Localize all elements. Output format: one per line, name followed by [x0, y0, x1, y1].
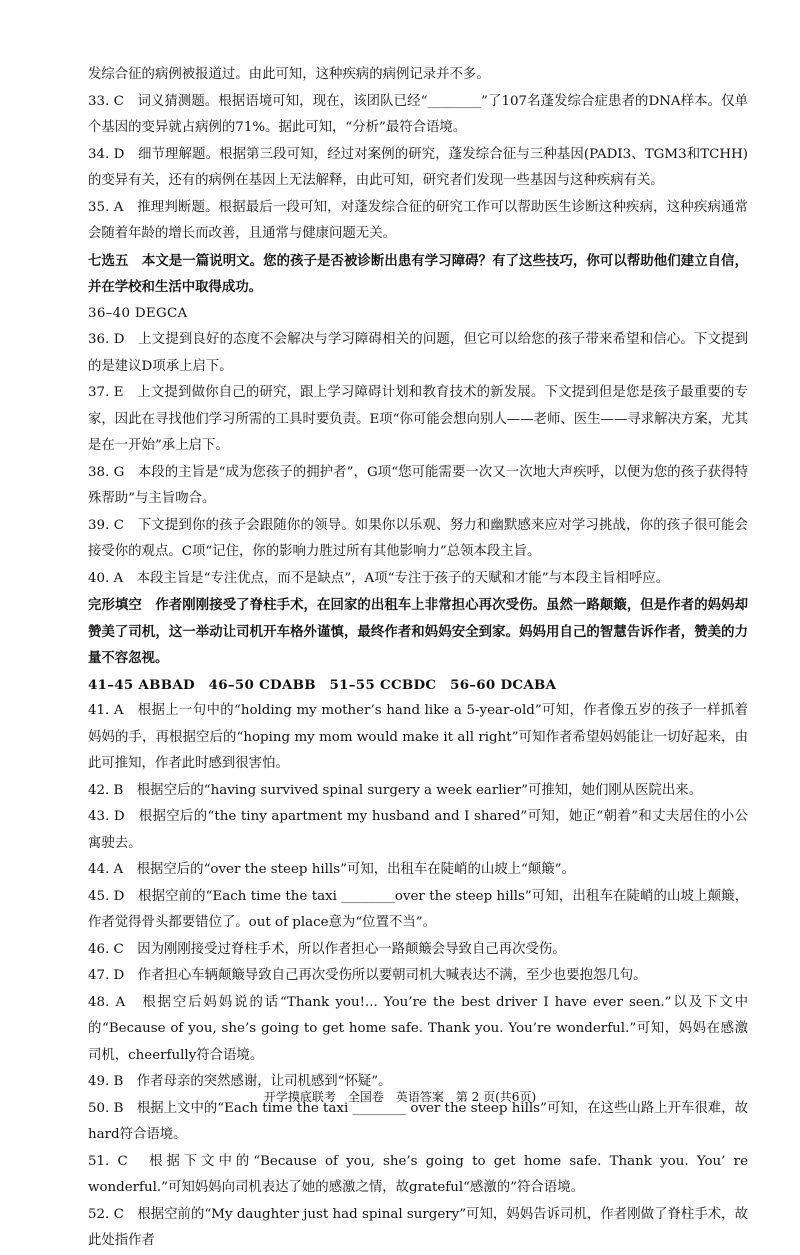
answer-33: 33. C 词义猜测题。根据语境可知，现在，该团队已经“________”了107名蓬发综合症患者的DNA样本。仅单个基因的变异就占病例的71%。据此可知，“分析”最符合语境。 [88, 93, 748, 135]
answer-46: 46. C 因为刚刚接受过脊柱手术，所以作者担心一路颠簸会导致自己再次受伤。 [88, 941, 566, 957]
answer-49: 49. B 作者母亲的突然感谢，让司机感到“怀疑”。 [88, 1074, 392, 1089]
answer-44: 44. A 根据空后的“over the steep hills”可知，出租车在陡峭的山坡上“颠簸”。 [88, 862, 575, 877]
answer-key-41-60: 41–45 ABBAD 46–50 CDABB 51–55 CCBDC 56–60 DCABA [88, 676, 557, 693]
answer-48: 48. A 根据空后妈妈说的话“Thank you!... You’re the best driver I have ever seen.”以及下文中的“Because of you, she’s going to get home safe. Thank you. You’re wonderful.”可知，妈妈在感激司机，cheerfully符合语境。 [88, 994, 748, 1063]
answer-39: 39. C 下文提到你的孩子会跟随你的领导。如果你以乐观、努力和幽默感来应对学习挑战，你的孩子很可能会接受你的观点。C项“记住，你的影响力胜过所有其他影响力”总领本段主旨。 [88, 517, 748, 559]
answer-42: 42. B 根据空后的“having survived spinal surgery a week earlier”可推知，她们刚从医院出来。 [88, 782, 703, 798]
section-heading-cloze: 完形填空 作者刚刚接受了脊柱手术，在回家的出租车上非常担心再次受伤。虽然一路颠簸，但是作者的妈妈却赞美了司机，这一举动让司机开车格外谨慎，最终作者和妈妈安全到家。妈妈用自己的智慧告诉作者，赞美的力量不容忽视。 [88, 597, 748, 666]
answer-47: 47. D 作者担心车辆颠簸导致自己再次受伤所以要朝司机大喊表达不满，至少也要抱怨几句。 [88, 968, 647, 983]
answer-45: 45. D 根据空前的“Each time the taxi ________over the steep hills”可知，出租车在陡峭的山坡上颠簸，作者觉得骨头都要错位了。out of place意为“位置不当”。 [88, 888, 748, 930]
answer-37: 37. E 上文提到做你自己的研究，跟上学习障碍计划和教育技术的新发展。下文提到但是您是孩子最重要的专家，因此在寻找他们学习所需的工具时要负责。E项“你可能会想向别人——老师、医生——寻求解决方案，尤其是在一开始”承上启下。 [88, 385, 748, 453]
answer-38: 38. G 本段的主旨是“成为您孩子的拥护者”，G项“您可能需要一次又一次地大声疾呼，以便为您的孩子获得特殊帮助”与主旨吻合。 [88, 464, 748, 506]
paragraph-intro-continuation: 发综合征的病例被报道过。由此可知，这种疾病的病例记录并不多。 [88, 67, 490, 82]
answer-40: 40. A 本段主旨是“专注优点，而不是缺点”，A项“专注于孩子的天赋和才能”与本段主旨相呼应。 [88, 570, 670, 586]
answer-34: 34. D 细节理解题。根据第三段可知，经过对案例的研究，蓬发综合征与三种基因(PADI3、TGM3和TCHH)的变异有关，还有的病例在基因上无法解释，由此可知，研究者们发现一些基因与这种疾病有关。 [88, 146, 748, 188]
answer-51: 51. C 根据下文中的“Because of you, she’s going to get home safe. Thank you. You’ re wonderful.”可知妈妈向司机表达了她的感激之情，故grateful“感激的”符合语境。 [88, 1153, 748, 1195]
answer-50: 50. B 根据上文中的“Each time the taxi ________ over the steep hills”可知，在这些山路上开车很难，故hard符合语境。 [88, 1100, 748, 1142]
page-footer: 开学摸底联考 全国卷 英语答案 第 2 页(共6页) [263, 1090, 537, 1104]
answer-content [88, 62, 748, 1255]
answer-key-36-40: 36–40 DEGCA [88, 305, 188, 321]
answer-52: 52. C 根据空前的“My daughter just had spinal surgery”可知，妈妈告诉司机，作者刚做了脊柱手术，故此处指作者 [88, 1206, 748, 1248]
answer-35: 35. A 推理判断题。根据最后一段可知，对蓬发综合征的研究工作可以帮助医生诊断这种疾病，这种疾病通常会随着年龄的增长而改善，且通常与健康问题无关。 [88, 199, 748, 241]
answer-41: 41. A 根据上一句中的“holding my mother’s hand like a 5-year-old”可知，作者像五岁的孩子一样抓着妈妈的手，再根据空后的“hoping my mom would make it all right”可知作者希望妈妈能让一切好起来，由此可推知，作者此时感到很害怕。 [88, 703, 748, 771]
answer-36: 36. D 上文提到良好的态度不会解决与学习障碍相关的问题，但它可以给您的孩子带来希望和信心。下文提到的是建议D项承上启下。 [88, 332, 748, 374]
section-heading-seven-choose-five: 七选五 本文是一篇说明文。您的孩子是否被诊断出患有学习障碍？有了这些技巧，你可以帮助他们建立自信，并在学校和生活中取得成功。 [88, 252, 748, 295]
answer-43: 43. D 根据空后的“the tiny apartment my husband and I shared”可知，她正“朝着”和丈夫居住的小公寓驶去。 [88, 809, 748, 851]
